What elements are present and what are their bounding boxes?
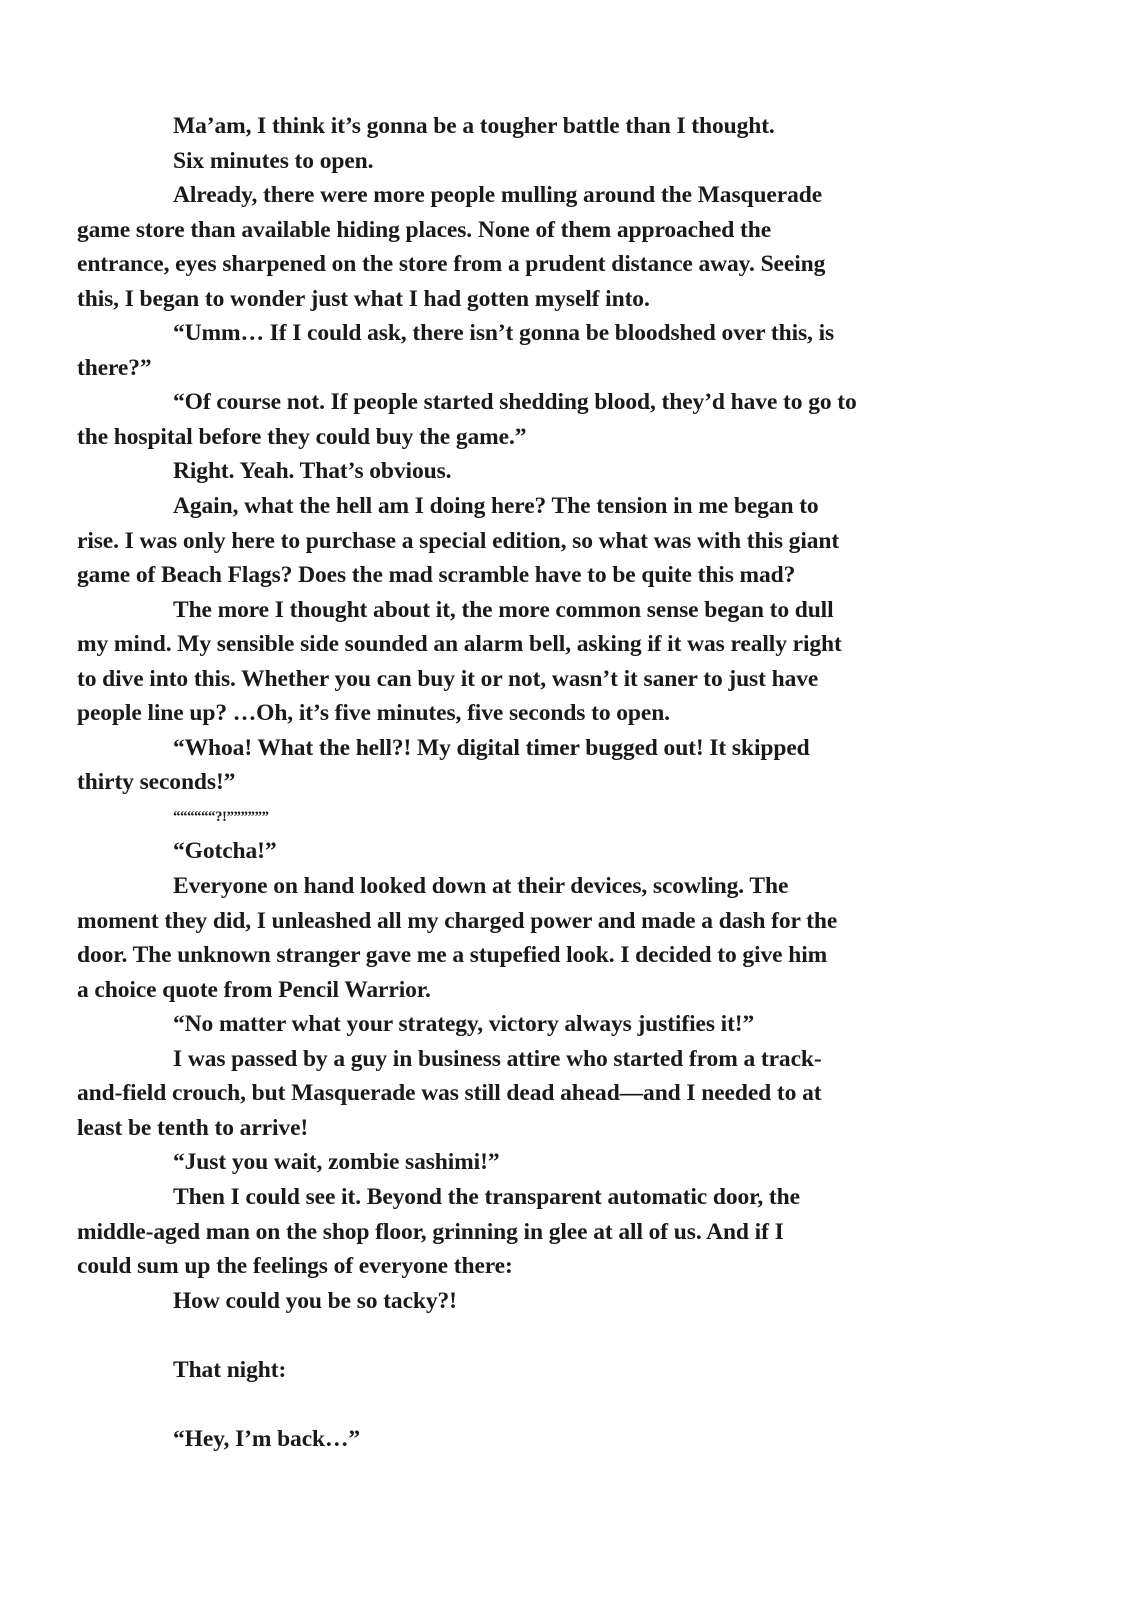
blank-line xyxy=(77,1387,977,1422)
text-line: thirty seconds!” xyxy=(77,769,236,796)
paragraph xyxy=(77,109,977,144)
paragraph xyxy=(77,1284,977,1319)
paragraph xyxy=(77,385,977,454)
text-line: Then I could see it. Beyond the transparent automatic door, the xyxy=(173,1183,800,1210)
text-line: people line up? …Oh, it’s five minutes, five seconds to open. xyxy=(77,700,670,727)
paragraph xyxy=(77,316,977,385)
paragraph xyxy=(77,731,977,800)
text-line: game of Beach Flags? Does the mad scramble have to be quite this mad? xyxy=(77,562,796,589)
paragraph xyxy=(77,144,977,179)
text-line: this, I began to wonder just what I had gotten myself into. xyxy=(77,285,650,312)
text-line: “Umm… If I could ask, there isn’t gonna be bloodshed over this, is xyxy=(173,320,835,347)
paragraph xyxy=(77,178,977,316)
text-line: a choice quote from Pencil Warrior. xyxy=(77,976,431,1003)
paragraph xyxy=(77,800,977,835)
text-line: rise. I was only here to purchase a special edition, so what was with this giant xyxy=(77,527,840,554)
text-line: could sum up the feelings of everyone there: xyxy=(77,1253,513,1280)
text-line: “Whoa! What the hell?! My digital timer bugged out! It skipped xyxy=(173,734,810,761)
text-line: “Of course not. If people started shedding blood, they’d have to go to xyxy=(173,389,857,416)
text-line: Everyone on hand looked down at their devices, scowling. The xyxy=(173,873,789,900)
text-line: “No matter what your strategy, victory always justifies it!” xyxy=(173,1011,755,1038)
paragraph xyxy=(77,1042,977,1146)
paragraph xyxy=(77,454,977,489)
text-line: “Gotcha!” xyxy=(173,838,277,865)
paragraph xyxy=(77,1353,977,1388)
text-line: Ma’am, I think it’s gonna be a tougher battle than I thought. xyxy=(173,113,775,139)
text-line: entrance, eyes sharpened on the store from a prudent distance away. Seeing xyxy=(77,251,826,278)
text-line: Again, what the hell am I doing here? The tension in me began to xyxy=(173,493,819,520)
text-line: The more I thought about it, the more common sense began to dull xyxy=(173,596,834,623)
text-line: game store than available hiding places. None of them approached the xyxy=(77,216,772,243)
paragraph xyxy=(77,489,977,593)
text-line: How could you be so tacky?! xyxy=(173,1287,457,1314)
paragraph xyxy=(77,1145,977,1180)
paragraph xyxy=(77,834,977,869)
text-line: least be tenth to arrive! xyxy=(77,1114,309,1141)
text-line: middle-aged man on the shop floor, grinning in glee at all of us. And if I xyxy=(77,1218,784,1245)
text-line: Six minutes to open. xyxy=(173,147,374,174)
text-line-quote-burst: ““““““?!”””””” xyxy=(173,808,269,825)
text-line: and-field crouch, but Masquerade was still dead ahead—and I needed to at xyxy=(77,1080,822,1107)
paragraph xyxy=(77,593,977,731)
body-text xyxy=(77,109,977,1456)
text-line: “Just you wait, zombie sashimi!” xyxy=(173,1149,500,1176)
text-line: Already, there were more people mulling around the Masquerade xyxy=(173,182,823,209)
text-line: “Hey, I’m back…” xyxy=(173,1425,361,1452)
text-line: there?” xyxy=(77,354,152,381)
text-line: door. The unknown stranger gave me a stupefied look. I decided to give him xyxy=(77,942,828,969)
paragraph xyxy=(77,1422,977,1457)
text-line: to dive into this. Whether you can buy it or not, wasn’t it saner to just have xyxy=(77,665,819,692)
paragraph xyxy=(77,1180,977,1284)
paragraph xyxy=(77,869,977,1007)
text-line: the hospital before they could buy the game.” xyxy=(77,423,527,450)
text-line: Right. Yeah. That’s obvious. xyxy=(173,458,452,485)
text-line: moment they did, I unleashed all my charged power and made a dash for the xyxy=(77,907,838,934)
text-line: my mind. My sensible side sounded an alarm bell, asking if it was really right xyxy=(77,631,842,658)
text-line: I was passed by a guy in business attire who started from a track- xyxy=(173,1045,822,1072)
text-line: That night: xyxy=(173,1356,287,1383)
blank-line xyxy=(77,1318,977,1353)
paragraph xyxy=(77,1007,977,1042)
